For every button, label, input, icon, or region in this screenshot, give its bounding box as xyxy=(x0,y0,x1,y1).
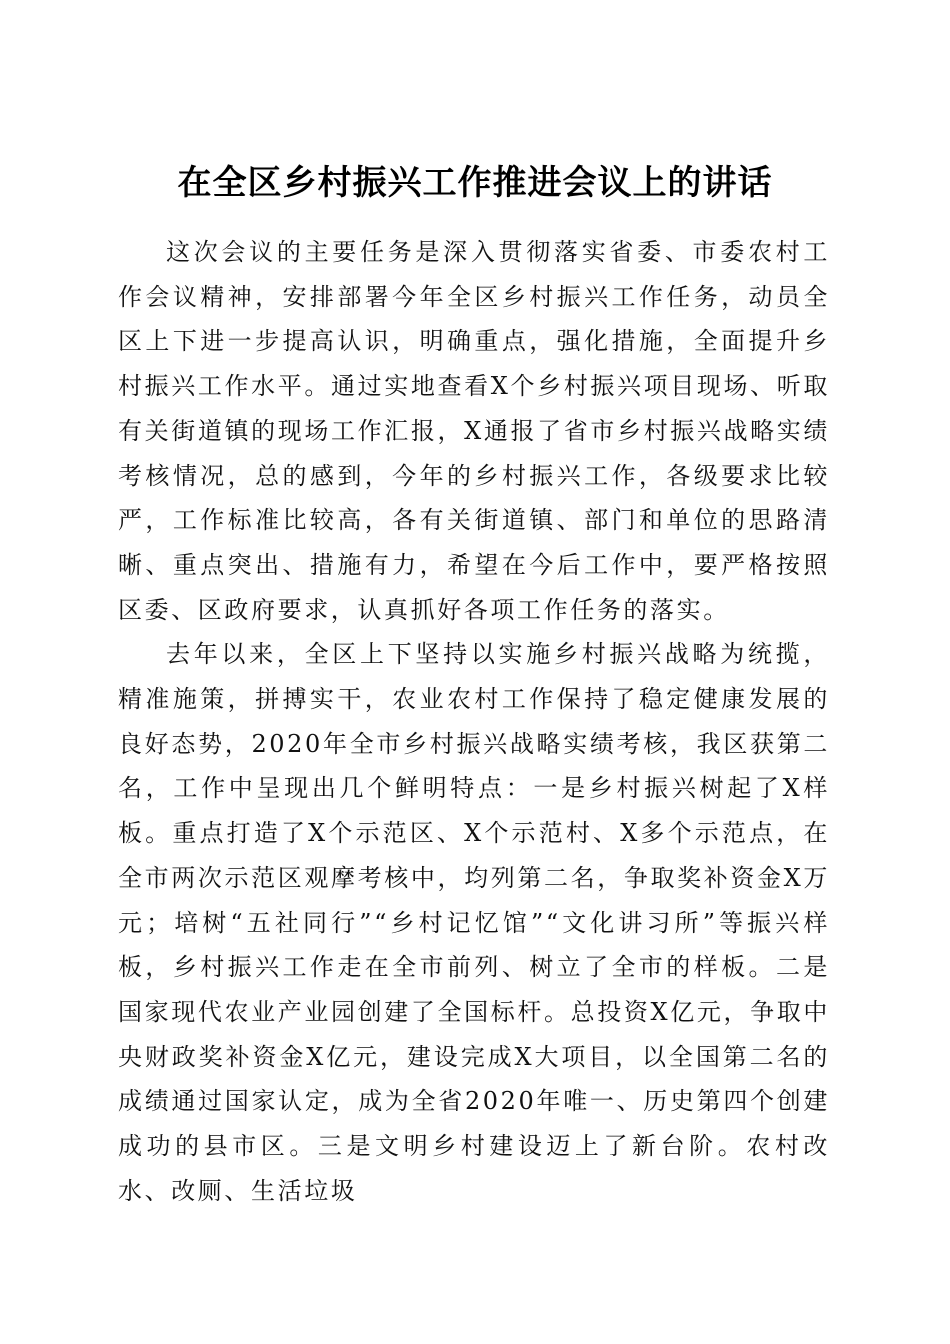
document-title: 在全区乡村振兴工作推进会议上的讲话 xyxy=(177,162,773,203)
paragraph-1: 这次会议的主要任务是深入贯彻落实省委、市委农村工作会议精神，安排部署今年全区乡村振兴工作任务，动员全区上下进一步提高认识，明确重点，强化措施，全面提升乡村振兴工作水平。通过实地查看X个乡村振兴项目现场、听取有关街道镇的现场工作汇报，X通报了省市乡村振兴战略实绩考核情况，总的感到，今年的乡村振兴工作，各级要求比较严，工作标准比较高，各有关街道镇、部门和单位的思路清晰、重点突出、措施有力，希望在今后工作中，要严格按照区委、区政府要求，认真抓好各项工作任务的落实。 xyxy=(118,238,830,624)
paragraph-2: 去年以来，全区上下坚持以实施乡村振兴战略为统揽，精准施策，拼搏实干，农业农村工作保持了稳定健康发展的良好态势，2020年全市乡村振兴战略实绩考核，我区获第二名，工作中呈现出几个鲜明特点：一是乡村振兴树起了X样板。重点打造了X个示范区、X个示范村、X多个示范点，在全市两次示范区观摩考核中，均列第二名，争取奖补资金X万元；培树“五社同行”“乡村记忆馆”“文化讲习所”等振兴样板，乡村振兴工作走在全市前列、树立了全市的样板。二是国家现代农业产业园创建了全国标杆。总投资X亿元，争取中央财政奖补资金X亿元，建设完成X大项目，以全国第二名的成绩通过国家认定，成为全省2020年唯一、历史第四个创建成功的县市区。三是文明乡村建设迈上了新台阶。农村改水、改厕、生活垃圾 xyxy=(118,640,830,1205)
document-body xyxy=(118,230,830,1213)
